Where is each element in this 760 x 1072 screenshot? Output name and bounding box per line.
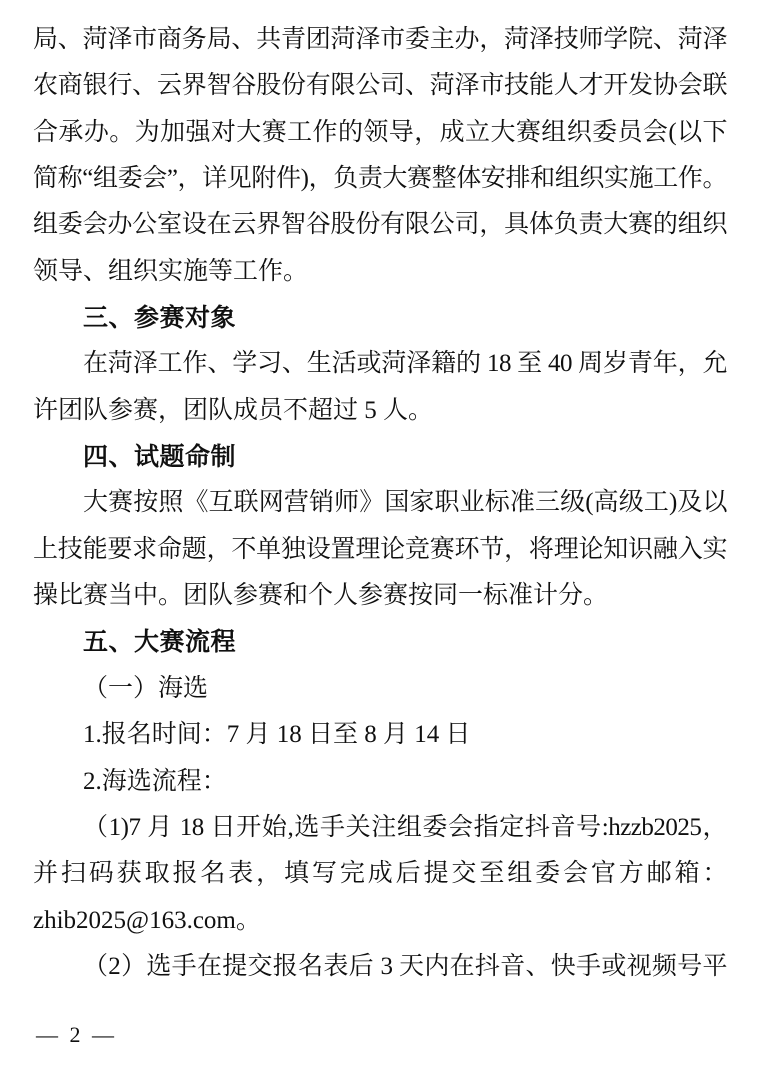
doc-line: 合承办。为加强对大赛工作的领导，成立大赛组织委员会(以下 — [33, 118, 727, 146]
doc-line: 上技能要求命题，不单独设置理论竞赛环节，将理论知识融入实 — [33, 535, 727, 563]
doc-line: 在菏泽工作、学习、生活或菏泽籍的 18 至 40 周岁青年，允 — [83, 350, 727, 378]
doc-line: 简称“组委会”，详见附件)，负责大赛整体安排和组织实施工作。 — [33, 165, 727, 193]
list-item-1: 1.报名时间：7 月 18 日至 8 月 14 日 — [83, 721, 471, 749]
doc-line: （2）选手在提交报名表后 3 天内在抖音、快手或视频号平 — [83, 952, 727, 980]
doc-line: 农商银行、云界智谷股份有限公司、菏泽市技能人才开发协会联 — [33, 72, 727, 100]
doc-line: 领导、组织实施等工作。 — [33, 257, 309, 285]
page-number: — 2 — — [36, 1022, 117, 1047]
doc-line: 大赛按照《互联网营销师》国家职业标准三级(高级工)及以 — [83, 489, 727, 517]
document-body — [33, 17, 727, 990]
doc-line: 局、菏泽市商务局、共青团菏泽市委主办，菏泽技师学院、菏泽 — [33, 26, 727, 53]
doc-line: 并扫码获取报名表，填写完成后提交至组委会官方邮箱： — [33, 860, 727, 888]
doc-line: 组委会办公室设在云界智谷股份有限公司，具体负责大赛的组织 — [33, 211, 727, 239]
section-heading-5: 五、大赛流程 — [83, 628, 237, 657]
doc-line: 操比赛当中。团队参赛和个人参赛按同一标准计分。 — [33, 582, 609, 610]
section-heading-4: 四、试题命制 — [83, 443, 237, 472]
doc-line: （1)7 月 18 日开始,选手关注组委会指定抖音号:hzzb2025， — [83, 813, 727, 841]
list-item-2: 2.海选流程： — [83, 767, 227, 795]
doc-line-email: zhib2025@163.com。 — [33, 906, 261, 934]
subsection-heading-1: （一）海选 — [83, 674, 209, 702]
doc-line: 许团队参赛，团队成员不超过 5 人。 — [33, 396, 434, 424]
section-heading-3: 三、参赛对象 — [83, 304, 237, 333]
